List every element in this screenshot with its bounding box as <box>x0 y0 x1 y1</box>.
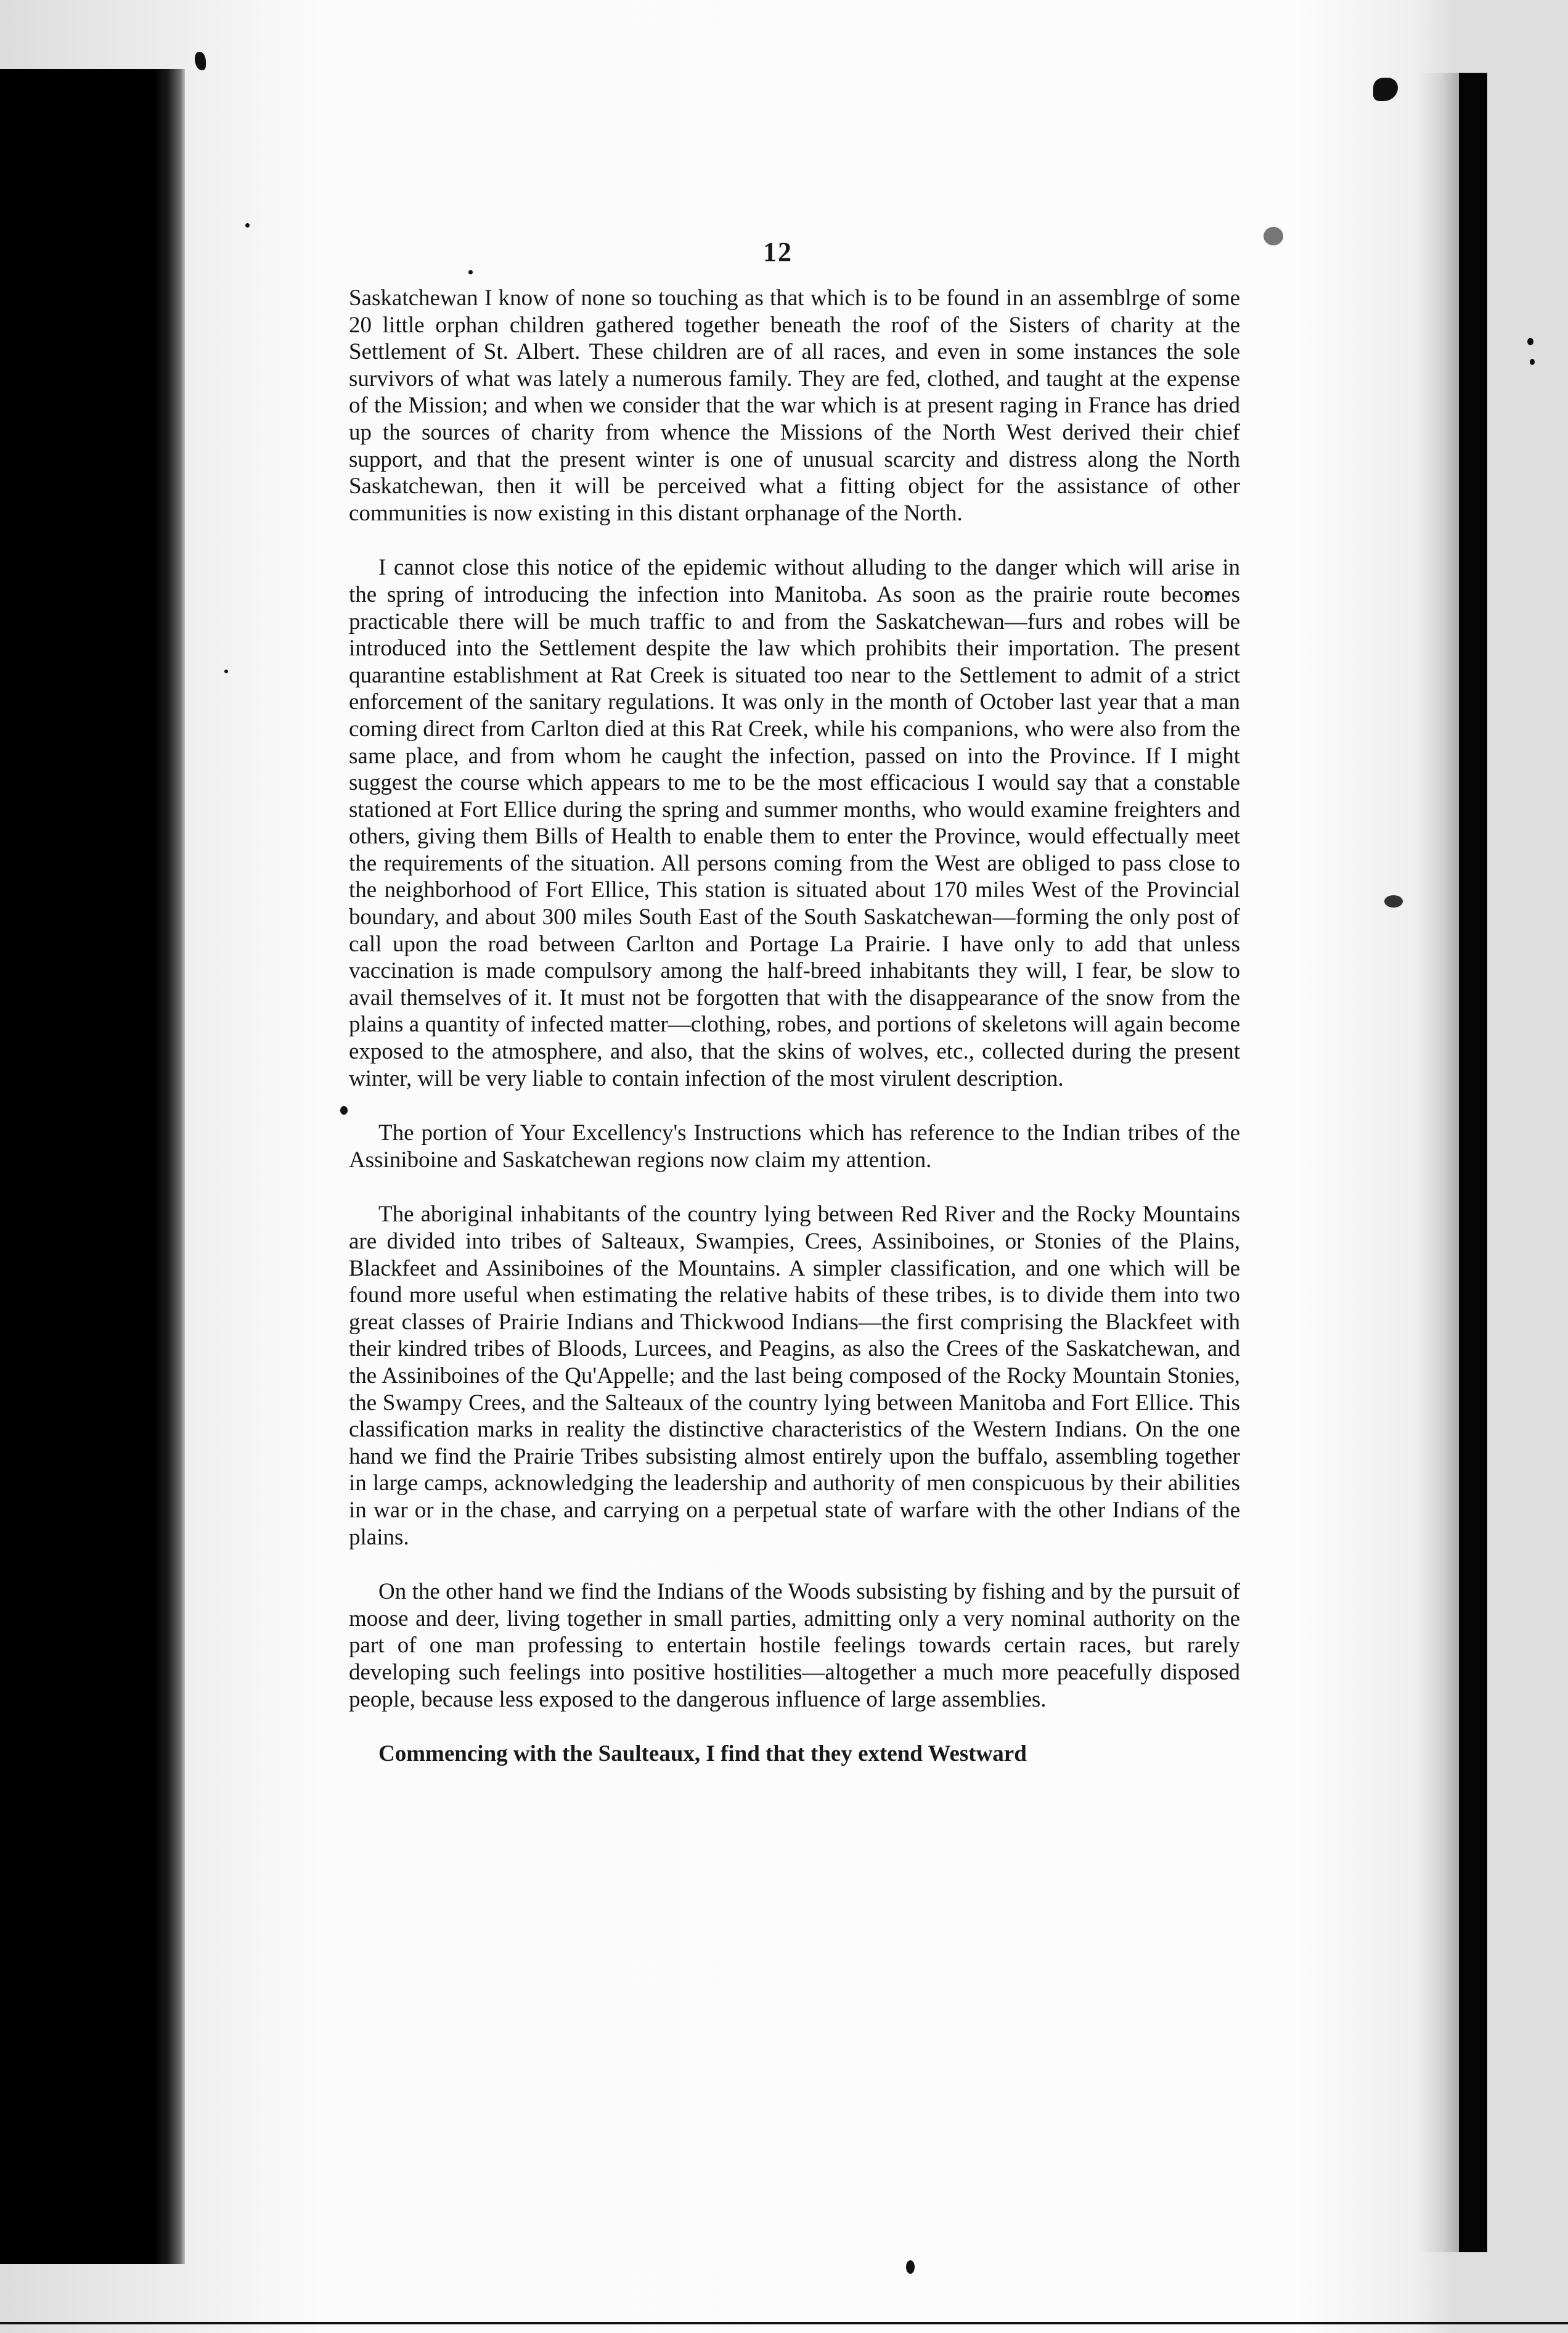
body-text <box>349 285 1240 1768</box>
right-page-shadow <box>1418 73 1459 2252</box>
scan-speck <box>906 2260 915 2274</box>
scan-speck <box>1264 227 1283 245</box>
scan-speck <box>224 670 228 673</box>
bottom-scan-edge <box>0 2322 1568 2324</box>
paragraph-aboriginal-classification: The aboriginal inhabitants of the country lying between Red River and the Rocky Mountains are divided into tribes of Salteaux, Swampies, Crees, Assiniboines, or Stonies of the Plains, Blackfeet and Assiniboines of the Mountains. A simpler classification, and one which will be found more useful when estimating the relative habits of these tribes, is to divide them into two great classes of Prairie Indians and Thickwood Indians—the first comprising the Blackfeet with their kindred tribes of Bloods, Lurcees, and Peagins, as also the Crees of the Saskatchewan, and the Assiniboines of the Qu'Appelle; and the last being composed of the Rocky Mountain Stonies, the Swampy Crees, and the Salteaux of the country lying between Manitoba and Fort Ellice. This classification marks in reality the distinctive characteristics of the Western Indians. On the one hand we find the Prairie Tribes subsisting almost entirely upon the buffalo, assembling together in large camps, acknowledging the leadership and authority of men conspicuous by their abilities in war or in the chase, and carrying on a perpetual state of warfare with the other Indians of the plains. <box>349 1202 1240 1550</box>
scan-speck <box>340 1106 348 1115</box>
scan-speck <box>1530 359 1535 365</box>
paragraph-saulteaux: Commencing with the Saulteaux, I find that they extend Westward <box>378 1741 1027 1767</box>
right-scan-border <box>1459 73 1487 2252</box>
scan-speck <box>468 270 473 274</box>
scan-speck <box>245 223 250 228</box>
paragraph-woods-indians: On the other hand we find the Indians of the Woods subsisting by fishing and by the pursuit of moose and deer, living together in small parties, admitting only a very nominal authority on the part of one man professing to entertain hostile feelings towards certain races, but rarely developing such feelings into positive hostilities—altogether a much more peacefully disposed people, because less exposed to the dangerous influence of large assemblies. <box>349 1579 1240 1712</box>
scan-speck <box>1384 895 1403 908</box>
left-scan-border <box>0 69 185 2264</box>
page-number: 12 <box>763 237 793 267</box>
paragraph-orphanage: Saskatchewan I know of none so touching as that which is to be found in an assemblrge of some 20 little orphan children gathered together beneath the roof of the Sisters of charity at the Settlement of St. Albert. These children are of all races, and even in some instances the sole survivors of what was lately a numerous family. They are fed, clothed, and taught at the expense of the Mission; and when we consider that the war which is at present raging in France has dried up the sources of charity from whence the Missions of the North West derived their chief support, and that the present winter is one of unusual scarcity and distress along the North Saskatchewan, then it will be perceived what a fitting object for the assistance of other communities is now existing in this distant orphanage of the North. <box>349 285 1240 526</box>
paragraph-instructions: The portion of Your Excellency's Instructions which has reference to the Indian tribes of the Assiniboine and Saskatchewan regions now claim my attention. <box>349 1120 1240 1173</box>
paragraph-epidemic-danger: I cannot close this notice of the epidemic without alluding to the danger which will arise in the spring of introducing the infection into Manitoba. As soon as the prairie route becomes practicable there will be much traffic to and from the Saskatchewan—furs and robes will be introduced into the Settlement despite the law which prohibits their importation. The present quarantine establishment at Rat Creek is situated too near to the Settlement to admit of a strict enforcement of the sanitary regulations. It was only in the month of October last year that a man coming direct from Carlton died at this Rat Creek, while his companions, who were also from the same place, and from whom he caught the infection, passed on into the Province. If I might suggest the course which appears to me to be the most efficacious I would say that a constable stationed at Fort Ellice during the spring and summer months, who would examine freighters and others, giving them Bills of Health to enable them to enter the Province, would effectually meet the requirements of the situation. All persons coming from the West are obliged to pass close to the neighborhood of Fort Ellice, This station is situated about 170 miles West of the Provincial boundary, and about 300 miles South East of the South Saskatchewan—forming the only post of call upon the road between Carlton and Portage La Prairie. I have only to add that unless vaccination is made compulsory among the half-breed inhabitants they will, I fear, be slow to avail themselves of it. It must not be forgotten that with the disappearance of the snow from the plains a quantity of infected matter—clothing, robes, and portions of skeletons will again become exposed to the atmosphere, and also, that the skins of wolves, etc., collected during the present winter, will be very liable to contain infection of the most virulent description. <box>349 555 1240 1091</box>
scan-speck <box>1527 338 1533 345</box>
